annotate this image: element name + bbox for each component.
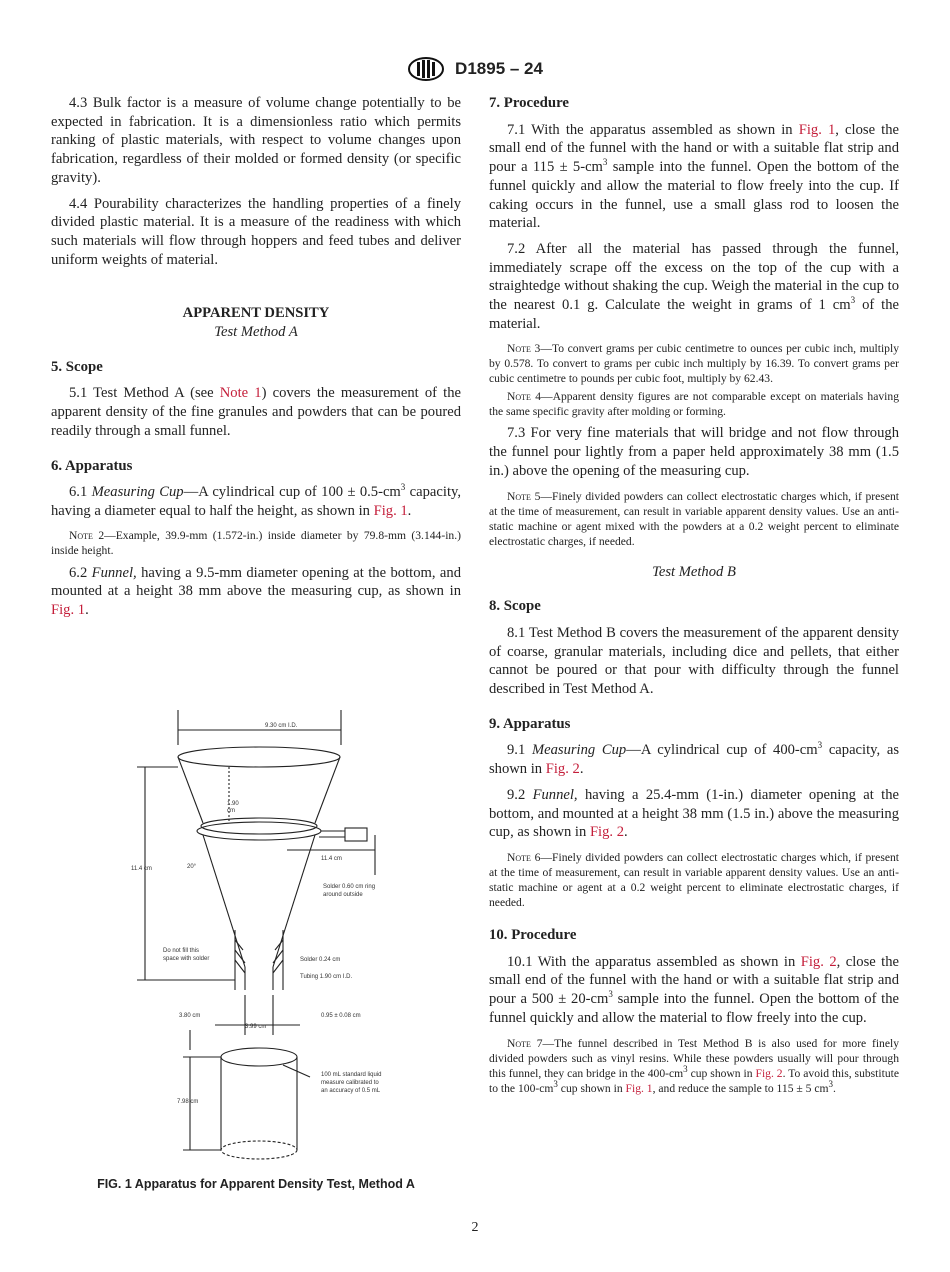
heading-8: 8. Scope (489, 598, 541, 615)
paragraph-4-3: 4.3 Bulk factor is a measure of volume change potentially to be expected in fabrication. It is a dimensionless ratio which permits ranking of plastic materials, with respect to volume changes upon fabrication, regardless of their molded or formed density (or specific gravity). (51, 95, 461, 186)
svg-text:Solder 0.60 cm ring: Solder 0.60 cm ring (323, 884, 376, 890)
heading-10: 10. Procedure (489, 926, 577, 943)
left-column (51, 94, 461, 627)
fig-2-link[interactable]: Fig. 2 (545, 761, 580, 778)
svg-text:space with solder: space with solder (163, 956, 210, 962)
note-6: Note 6—Finely divided powders can collect electrostatic charges which, if present at the time of measurement, can result in variable apparent density values. Use an anti-static machine or agent at a 0.2 weight percent to eliminate electrostatic charges, if needed. (489, 850, 899, 909)
astm-logo-icon (407, 56, 445, 82)
paragraph-5-1: 5.1 Test Method A (see Note 1) covers the measurement of the apparent density of the fine granules and powders that can be poured readily through a small funnel. (51, 385, 461, 439)
svg-text:3.80 cm: 3.80 cm (179, 1013, 201, 1019)
right-column (489, 94, 899, 1099)
svg-text:100 mL standard liquid: 100 mL standard liquid (321, 1072, 382, 1078)
method-b-title: Test Method B (652, 563, 736, 580)
section-subtitle: Test Method A (214, 324, 298, 341)
svg-text:Tubing 1.90 cm I.D.: Tubing 1.90 cm I.D. (300, 974, 353, 980)
paragraph-4-4: 4.4 Pourability characterizes the handling properties of a finely divided plastic material. It is a measure of the readiness with which such materials will flow through hoppers and feed tubes and deliver uniform weights of material. (51, 195, 461, 268)
svg-text:measure calibrated to: measure calibrated to (321, 1080, 379, 1086)
paragraph-7-2: 7.2 After all the material has passed through the funnel, immediately scrape off the excess on the top of the cup with a straightedge without shaking the cup. Weigh the material in the cup to the nearest 0.1 g. Calculate the weight in grams of 1 $cm^3$ of the material. (489, 240, 899, 332)
fig-1-link[interactable]: Fig. 1 (798, 121, 836, 138)
note-2: Note 2—Example, 39.9-mm (1.572-in.) inside diameter by 79.8-mm (3.144-in.) inside height. (51, 528, 461, 557)
paragraph-10-1: 10.1 With the apparatus assembled as shown in Fig. 2, close the small end of the funnel with the hand or with a suitable flat strip and pour a $500 \pm 20-cm^3$ sample into the funnel. Open the bottom of the funnel quickly and allow the material to flow freely into the cup. (489, 953, 900, 1026)
svg-text:3.99 cm: 3.99 cm (245, 1024, 267, 1030)
fig-2-link[interactable]: Fig. 2 (800, 953, 837, 970)
svg-text:11.4 cm: 11.4 cm (321, 856, 342, 862)
note-1-link[interactable]: Note 1 (219, 385, 262, 402)
paragraph-7-1: 7.1 With the apparatus assembled as shown in Fig. 1, close the small end of the funnel with the hand or with a suitable flat strip and pour a $115 \pm 5-cm^3$ sample into the funnel. Open the bottom of the funnel quickly and allow the material to flow freely into the cup. If caking occurs in the funnel, use a small glass rod to loosen the material. (489, 121, 899, 232)
svg-text:Solder 0.24 cm: Solder 0.24 cm (300, 957, 341, 963)
paragraph-6-1: 6.1 Measuring Cup—A cylindrical cup of $100 \pm 0.5-cm^3$ capacity, having a diameter equal to half the height, as shown in Fig. 1. (51, 482, 461, 519)
heading-7: 7. Procedure (489, 95, 569, 111)
svg-text:an accuracy of 0.5 mL: an accuracy of 0.5 mL (321, 1088, 381, 1094)
svg-text:cm: cm (227, 808, 235, 814)
paragraph-9-2: 9.2 Funnel, having a 25.4-mm (1-in.) diameter opening at the bottom, and mounted at a height 38 mm (1.5 in.) above the measuring cup, as shown in Fig. 2. (489, 786, 899, 841)
fig-1-link[interactable]: Fig. 1 (51, 602, 86, 619)
paragraph-8-1: 8.1 Test Method B covers the measurement of the apparent density of coarse, granular materials, including dice and pellets, that either cannot be poured or that pour with difficulty through the funnel described in Test Method A. (489, 624, 899, 698)
figure-1-caption: FIG. 1 Apparatus for Apparent Density Test, Method A (97, 1177, 415, 1191)
fig-1-link[interactable]: Fig. 1 (373, 502, 408, 519)
svg-text:20°: 20° (187, 864, 197, 870)
svg-text:Do not fill this: Do not fill this (163, 948, 200, 954)
svg-text:0.95 ± 0.08 cm: 0.95 ± 0.08 cm (321, 1013, 361, 1019)
svg-text:around outside: around outside (323, 892, 363, 898)
fig-1-link[interactable]: Fig. 1 (625, 1081, 653, 1095)
figure-1-diagram (105, 705, 405, 1170)
page-number: 2 (471, 1220, 479, 1235)
fig-label-top: 9.30 cm I.D. (265, 723, 298, 729)
note-7: Note 7—The funnel described in Test Method B is also used for more finely divided powders such as vinyl resins. While these powders usually will pour through this funnel, they can bridge in the $400-cm^3$ cup shown in Fig. 2. To avoid this, substitute to the $100-cm^3$ cup shown in Fig. 1, and reduce the sample to 115 ± 5 $cm^3$. (489, 1036, 900, 1095)
document-designation: D1895 – 24 (455, 59, 543, 78)
fig-2-link[interactable]: Fig. 2 (755, 1066, 783, 1080)
note-5: Note 5—Finely divided powders can collect electrostatic charges which, if present at the time of measurement, can result in variable apparent density values. Use an anti-static machine or agent mixed with the powders at a 0.2 weight percent to eliminate electrostatic charges, if needed. (489, 489, 899, 548)
note-3: Note 3—To convert grams per cubic centimetre to ounces per cubic inch, multiply by 0.578. To convert to grams per cubic inch multiply by 16.39. To convert grams per cubic centimetre to pounds per cubic foot, multiply by 62.43. (489, 342, 899, 386)
note-4: Note 4—Apparent density figures are not comparable except on materials having the same specific gravity after molding or forming. (489, 390, 899, 419)
svg-text:1.90: 1.90 (227, 801, 239, 807)
heading-9: 9. Apparatus (489, 715, 571, 732)
paragraph-6-2: 6.2 Funnel, having a 9.5-mm diameter opening at the bottom, and mounted at a height 38 mm above the measuring cup, as shown in Fig. 1. (51, 564, 461, 619)
svg-text:11.4 cm: 11.4 cm (131, 866, 152, 872)
heading-6: 6. Apparatus (51, 457, 133, 474)
paragraph-9-1: 9.1 Measuring Cup—A cylindrical cup of $400-cm^3$ capacity, as shown in Fig. 2. (489, 740, 899, 778)
svg-text:7.98 cm: 7.98 cm (177, 1099, 199, 1105)
page-header (0, 56, 950, 82)
fig-2-link[interactable]: Fig. 2 (589, 824, 624, 841)
heading-5: 5. Scope (51, 358, 103, 375)
section-title: APPARENT DENSITY (182, 305, 330, 322)
paragraph-7-3: 7.3 For very fine materials that will bridge and not flow through the funnel pour lightly from a paper held approximately 38 mm (1.5 in.) above the opening of the measuring cup. (489, 425, 899, 479)
